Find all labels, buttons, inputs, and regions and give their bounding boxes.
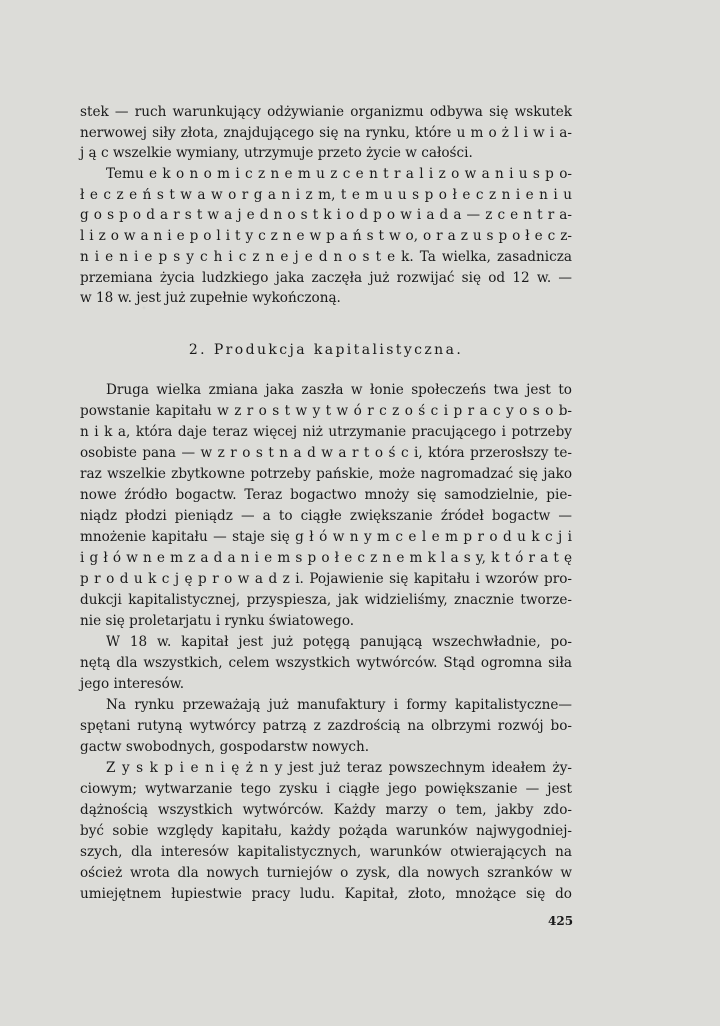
text-line: stek — ruch warunkujący odżywianie organizmu odbywa się wskutek xyxy=(80,104,572,120)
text-line: niądz płodzi pieniądz — a to ciągłe zwiększanie źródeł bogactw — xyxy=(80,508,572,524)
text-line: gactw swobodnych, gospodarstw nowych. xyxy=(80,739,370,755)
text-line: nowe źródło bogactw. Teraz bogactwo mnoży się samodzielnie, pie- xyxy=(80,487,572,503)
text-line: oścież wrota dla nowych turniejów o zysk, dla nowych szranków w xyxy=(80,865,572,881)
text-line: ciowym; wytwarzanie tego zysku i ciągłe jego powiększanie — jest xyxy=(80,781,572,797)
text-line: osobiste pana — w z r o s t n a d w a r t o ś c i, która przerosłszy te- xyxy=(80,445,572,461)
text-line: dążnością wszystkich wytwórców. Każdy marzy o tem, jakby zdo- xyxy=(80,802,572,818)
text-line: Druga wielka zmiana jaka zaszła w łonie społeczeńs twa jest to xyxy=(106,382,572,398)
text-line: nie się proletarjatu i rynku światowego. xyxy=(80,613,355,629)
text-line: j ą c wszelkie wymiany, utrzymuje przeto życie w całości. xyxy=(80,145,473,162)
text-line: nerwowej siły złota, znajdującego się na rynku, które u m o ż l i w i a- xyxy=(80,124,572,141)
text-line: być sobie względy kapitału, każdy pożąda warunków najwygodniej- xyxy=(80,823,572,839)
text-line: Na rynku przeważają już manufaktury i formy kapitalistyczne— xyxy=(106,697,572,713)
text-line: p r o d u k c j ę p r o w a d z i. Pojawienie się kapitału i wzorów pro- xyxy=(80,571,572,587)
text-line: n i e n i e p s y c h i c z n e j e d n o s t e k. Ta wielka, zasadnicza xyxy=(80,248,572,265)
text-line: Temu e k o n o m i c z n e m u z c e n t r a l i z o w a n i u s p o- xyxy=(106,166,572,183)
text-line: jego interesów. xyxy=(80,676,185,692)
text-line: dukcji kapitalistycznej, przyspiesza, jak widzieliśmy, znacznie tworze- xyxy=(80,592,572,608)
text-line: mnożenie kapitału — staje się g ł ó w n y m c e l e m p r o d u k c j i xyxy=(80,529,572,545)
text-line: przemiana życia ludzkiego jaka zaczęła już rozwijać się od 12 w. — xyxy=(80,269,572,286)
text-line: g o s p o d a r s t w a j e d n o s t k i o d p o w i a d a — z c e n t r a- xyxy=(80,207,572,224)
text-section-2 xyxy=(80,380,572,905)
text-line: ł e c z e ń s t w a w o r g a n i z m, t e m u u s p o ł e c z n i e n i u xyxy=(80,186,572,203)
text-line: szych, dla interesów kapitalistycznych, warunków otwierających na xyxy=(80,844,572,860)
text-line: Z y s k p i e n i ę ż n y jest już teraz powszechnym ideałem ży- xyxy=(106,760,572,776)
text-line: umiejętnem łupiestwie pracy ludu. Kapitał, złoto, mnożące się do xyxy=(80,886,572,902)
text-line: i g ł ó w n e m z a d a n i e m s p o ł e c z n e m k l a s y, k t ó r a t ę xyxy=(80,550,572,566)
text-line: raz wszelkie zbytkowne potrzeby pańskie, może nagromadzać się jako xyxy=(80,466,572,482)
text-line: n i k a, która daje teraz więcej niż utrzymanie pracującego i potrzeby xyxy=(80,424,572,440)
text-line: W 18 w. kapitał jest już potęgą panującą wszechwładnie, po- xyxy=(106,634,572,650)
text-line: w 18 w. jest już zupełnie wykończoną. xyxy=(80,290,341,307)
text-line: nętą dla wszystkich, celem wszystkich wytwórców. Stąd ogromna siła xyxy=(80,655,572,671)
text-section-1 xyxy=(80,102,572,309)
text-line: powstanie kapitału w z r o s t w y t w ó r c z o ś c i p r a c y o s o b- xyxy=(80,403,572,419)
text-line: spętani rutyną wytwórcy patrzą z zazdrością na olbrzymi rozwój bo- xyxy=(80,718,572,734)
page-number: 425 xyxy=(548,914,574,928)
text-line: l i z o w a n i e p o l i t y c z n e w p a ń s t w o, o r a z u s p o ł e c z- xyxy=(80,228,572,245)
section-heading: 2. Produkcja kapitalistyczna. xyxy=(188,342,464,358)
